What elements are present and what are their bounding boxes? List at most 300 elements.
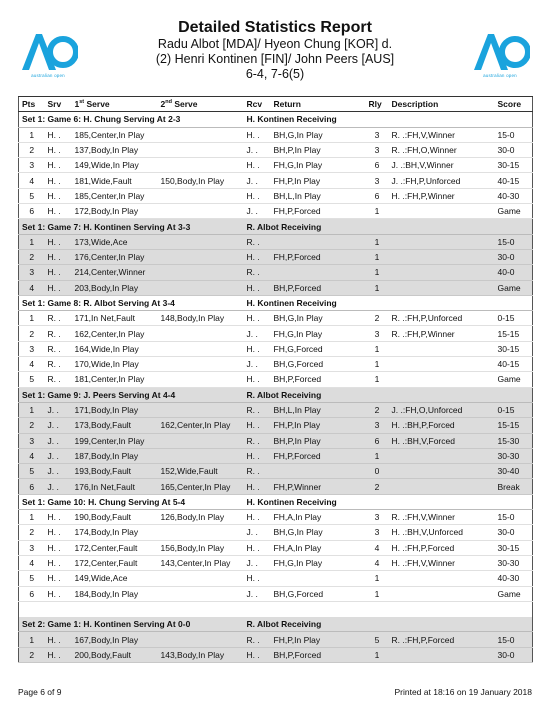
- receiver-label: R. Albot Receiving: [244, 387, 533, 402]
- cell-description: H. .:BH,P,Forced: [389, 418, 495, 433]
- cell-description: R. .:FH,V,Winner: [389, 510, 495, 525]
- table-row: [19, 234, 533, 249]
- cell-rally-length: 1: [366, 234, 389, 249]
- cell-description: [389, 204, 495, 219]
- cell-second-serve: [158, 265, 244, 280]
- cell-receiver: J. .: [244, 525, 271, 540]
- cell-point-number: 5: [19, 464, 45, 479]
- cell-first-serve: 190,Body,Fault: [72, 510, 158, 525]
- report-header: [0, 18, 550, 98]
- receiver-label: R. Albot Receiving: [244, 617, 533, 632]
- cell-receiver: R. .: [244, 433, 271, 448]
- cell-server: H. .: [45, 280, 72, 295]
- cell-first-serve: 176,In Net,Fault: [72, 479, 158, 494]
- cell-receiver: J. .: [244, 326, 271, 341]
- cell-description: R. .:FH,P,Unforced: [389, 311, 495, 326]
- cell-rally-length: 4: [366, 540, 389, 555]
- cell-score: 30-0: [495, 142, 533, 157]
- cell-point-number: 4: [19, 448, 45, 463]
- cell-rally-length: 1: [366, 341, 389, 356]
- table-row: [19, 188, 533, 203]
- cell-point-number: 1: [19, 234, 45, 249]
- cell-return: FH,G,In Play: [271, 326, 366, 341]
- cell-score: 30-15: [495, 341, 533, 356]
- cell-second-serve: [158, 571, 244, 586]
- cell-receiver: H. .: [244, 540, 271, 555]
- receiver-label: H. Kontinen Receiving: [244, 112, 533, 127]
- cell-receiver: J. .: [244, 204, 271, 219]
- game-header-row: [19, 494, 533, 509]
- cell-server: H. .: [45, 142, 72, 157]
- cell-description: R. .:FH,V,Winner: [389, 127, 495, 142]
- cell-first-serve: 187,Body,In Play: [72, 448, 158, 463]
- cell-server: H. .: [45, 158, 72, 173]
- cell-server: R. .: [45, 326, 72, 341]
- cell-receiver: J. .: [244, 173, 271, 188]
- cell-second-serve: [158, 158, 244, 173]
- server-label: Set 2: Game 1: H. Kontinen Serving At 0-0: [19, 617, 244, 632]
- table-row: [19, 402, 533, 417]
- cell-point-number: 3: [19, 433, 45, 448]
- cell-server: H. .: [45, 555, 72, 570]
- cell-rally-length: 1: [366, 586, 389, 601]
- table-row: [19, 372, 533, 387]
- cell-return: BH,G,In Play: [271, 311, 366, 326]
- cell-return: FH,G,Forced: [271, 341, 366, 356]
- receiver-label: H. Kontinen Receiving: [244, 295, 533, 310]
- cell-description: [389, 448, 495, 463]
- cell-description: J. .:FH,O,Unforced: [389, 402, 495, 417]
- table-row: [19, 510, 533, 525]
- cell-second-serve: 165,Center,In Play: [158, 479, 244, 494]
- cell-first-serve: 214,Center,Winner: [72, 265, 158, 280]
- cell-second-serve: [158, 433, 244, 448]
- cell-second-serve: [158, 448, 244, 463]
- cell-score: 30-0: [495, 249, 533, 264]
- cell-score: 0-15: [495, 402, 533, 417]
- cell-rally-length: 1: [366, 357, 389, 372]
- cell-point-number: 5: [19, 571, 45, 586]
- cell-rally-length: 1: [366, 204, 389, 219]
- cell-server: J. .: [45, 418, 72, 433]
- cell-first-serve: 172,Center,Fault: [72, 540, 158, 555]
- cell-point-number: 2: [19, 418, 45, 433]
- cell-rally-length: 3: [366, 127, 389, 142]
- cell-server: H. .: [45, 127, 72, 142]
- cell-server: J. .: [45, 464, 72, 479]
- cell-rally-length: 6: [366, 158, 389, 173]
- cell-point-number: 4: [19, 173, 45, 188]
- cell-point-number: 1: [19, 402, 45, 417]
- cell-score: Game: [495, 280, 533, 295]
- cell-receiver: H. .: [244, 571, 271, 586]
- col-pts: Pts: [19, 97, 45, 112]
- logo-caption: australian open: [483, 73, 517, 78]
- cell-return: FH,P,In Play: [271, 173, 366, 188]
- cell-server: H. .: [45, 571, 72, 586]
- cell-receiver: J. .: [244, 357, 271, 372]
- cell-description: [389, 265, 495, 280]
- table-row: [19, 158, 533, 173]
- cell-first-serve: 170,Wide,In Play: [72, 357, 158, 372]
- spacer-cell: [19, 601, 533, 616]
- cell-first-serve: 181,Wide,Fault: [72, 173, 158, 188]
- cell-first-serve: 174,Body,In Play: [72, 525, 158, 540]
- cell-point-number: 3: [19, 265, 45, 280]
- cell-server: J. .: [45, 433, 72, 448]
- cell-return: BH,P,Forced: [271, 280, 366, 295]
- cell-second-serve: [158, 142, 244, 157]
- table-row: [19, 418, 533, 433]
- cell-return: FH,G,In Play: [271, 555, 366, 570]
- cell-score: 30-0: [495, 647, 533, 662]
- cell-point-number: 3: [19, 341, 45, 356]
- cell-server: H. .: [45, 510, 72, 525]
- cell-server: H. .: [45, 204, 72, 219]
- cell-rally-length: 1: [366, 647, 389, 662]
- table-row: [19, 326, 533, 341]
- report-title: Detailed Statistics Report: [178, 19, 372, 36]
- cell-description: J. .:FH,P,Unforced: [389, 173, 495, 188]
- match-line-1: Radu Albot [MDA]/ Hyeon Chung [KOR] d.: [157, 37, 393, 51]
- cell-return: BH,P,Forced: [271, 647, 366, 662]
- col-return: Return: [271, 97, 366, 112]
- cell-return: FH,G,In Play: [271, 158, 366, 173]
- cell-score: Break: [495, 479, 533, 494]
- cell-second-serve: [158, 127, 244, 142]
- cell-description: [389, 357, 495, 372]
- cell-server: J. .: [45, 402, 72, 417]
- table-row: [19, 341, 533, 356]
- col-score: Score: [495, 97, 533, 112]
- cell-return: BH,G,In Play: [271, 127, 366, 142]
- game-header-row: [19, 387, 533, 402]
- cell-score: 40-15: [495, 357, 533, 372]
- cell-description: [389, 249, 495, 264]
- table-row: [19, 464, 533, 479]
- table-row: [19, 571, 533, 586]
- cell-first-serve: 185,Center,In Play: [72, 188, 158, 203]
- cell-first-serve: 171,In Net,Fault: [72, 311, 158, 326]
- table-body: [19, 112, 533, 663]
- cell-server: H. .: [45, 173, 72, 188]
- cell-first-serve: 173,Body,Fault: [72, 418, 158, 433]
- cell-first-serve: 171,Body,In Play: [72, 402, 158, 417]
- cell-score: Game: [495, 204, 533, 219]
- ao-logo-icon: [470, 30, 530, 72]
- cell-return: FH,P,Winner: [271, 479, 366, 494]
- cell-first-serve: 181,Center,In Play: [72, 372, 158, 387]
- cell-receiver: H. .: [244, 249, 271, 264]
- cell-second-serve: [158, 586, 244, 601]
- cell-score: 30-0: [495, 525, 533, 540]
- cell-description: J. .:BH,V,Winner: [389, 158, 495, 173]
- cell-rally-length: 3: [366, 510, 389, 525]
- cell-first-serve: 199,Center,In Play: [72, 433, 158, 448]
- table-row: [19, 249, 533, 264]
- cell-server: H. .: [45, 188, 72, 203]
- cell-second-serve: [158, 188, 244, 203]
- cell-receiver: R. .: [244, 265, 271, 280]
- server-label: Set 1: Game 8: R. Albot Serving At 3-4: [19, 295, 244, 310]
- table-row: [19, 433, 533, 448]
- cell-rally-length: 2: [366, 402, 389, 417]
- cell-second-serve: [158, 402, 244, 417]
- printed-timestamp: Printed at 18:16 on 19 January 2018: [394, 687, 532, 697]
- cell-score: Game: [495, 372, 533, 387]
- cell-return: BH,P,Forced: [271, 372, 366, 387]
- cell-rally-length: 2: [366, 479, 389, 494]
- cell-point-number: 5: [19, 188, 45, 203]
- cell-second-serve: 156,Body,In Play: [158, 540, 244, 555]
- cell-score: 30-40: [495, 464, 533, 479]
- cell-return: FH,P,Forced: [271, 448, 366, 463]
- table-row: [19, 647, 533, 662]
- cell-return: FH,A,In Play: [271, 510, 366, 525]
- cell-server: R. .: [45, 311, 72, 326]
- match-score: 6-4, 7-6(5): [245, 67, 305, 81]
- cell-first-serve: 185,Center,In Play: [72, 127, 158, 142]
- cell-rally-length: 3: [366, 525, 389, 540]
- cell-score: 15-15: [495, 326, 533, 341]
- cell-rally-length: 3: [366, 326, 389, 341]
- cell-second-serve: 150,Body,In Play: [158, 173, 244, 188]
- cell-server: H. .: [45, 265, 72, 280]
- cell-first-serve: 137,Body,In Play: [72, 142, 158, 157]
- cell-score: 15-0: [495, 632, 533, 647]
- cell-receiver: R. .: [244, 402, 271, 417]
- cell-point-number: 1: [19, 510, 45, 525]
- australian-open-logo-right: [470, 30, 530, 78]
- cell-description: [389, 479, 495, 494]
- cell-description: R. .:FH,P,Forced: [389, 632, 495, 647]
- cell-return: FH,P,In Play: [271, 632, 366, 647]
- table-row: [19, 142, 533, 157]
- cell-second-serve: [158, 204, 244, 219]
- cell-description: [389, 571, 495, 586]
- cell-first-serve: 149,Wide,Ace: [72, 571, 158, 586]
- cell-rally-length: 1: [366, 448, 389, 463]
- cell-first-serve: 203,Body,In Play: [72, 280, 158, 295]
- cell-second-serve: 143,Center,In Play: [158, 555, 244, 570]
- cell-server: H. .: [45, 632, 72, 647]
- cell-point-number: 2: [19, 525, 45, 540]
- cell-return: BH,L,In Play: [271, 402, 366, 417]
- cell-description: H. .:FH,P,Winner: [389, 188, 495, 203]
- cell-return: BH,G,Forced: [271, 357, 366, 372]
- cell-rally-length: 1: [366, 249, 389, 264]
- cell-return: [271, 265, 366, 280]
- table-row: [19, 540, 533, 555]
- cell-point-number: 6: [19, 586, 45, 601]
- cell-score: 30-30: [495, 448, 533, 463]
- cell-second-serve: [158, 341, 244, 356]
- cell-second-serve: 143,Body,In Play: [158, 647, 244, 662]
- col-rly: Rly: [366, 97, 389, 112]
- cell-return: [271, 464, 366, 479]
- cell-return: FH,P,Forced: [271, 204, 366, 219]
- cell-rally-length: 6: [366, 433, 389, 448]
- cell-point-number: 2: [19, 326, 45, 341]
- cell-server: H. .: [45, 540, 72, 555]
- cell-server: J. .: [45, 479, 72, 494]
- cell-description: [389, 234, 495, 249]
- cell-first-serve: 167,Body,In Play: [72, 632, 158, 647]
- cell-server: H. .: [45, 249, 72, 264]
- table-row: [19, 173, 533, 188]
- cell-receiver: H. .: [244, 280, 271, 295]
- cell-first-serve: 200,Body,Fault: [72, 647, 158, 662]
- cell-score: 15-0: [495, 127, 533, 142]
- col-first-serve: 1st Serve: [72, 97, 158, 112]
- cell-return: BH,P,In Play: [271, 433, 366, 448]
- cell-server: H. .: [45, 525, 72, 540]
- receiver-label: H. Kontinen Receiving: [244, 494, 533, 509]
- cell-rally-length: 4: [366, 555, 389, 570]
- cell-receiver: R. .: [244, 632, 271, 647]
- cell-server: R. .: [45, 372, 72, 387]
- col-rcv: Rcv: [244, 97, 271, 112]
- cell-description: [389, 341, 495, 356]
- ao-logo-icon: [18, 30, 78, 72]
- cell-second-serve: [158, 234, 244, 249]
- cell-score: 30-15: [495, 540, 533, 555]
- cell-point-number: 1: [19, 311, 45, 326]
- cell-description: [389, 372, 495, 387]
- cell-rally-length: 0: [366, 464, 389, 479]
- col-description: Description: [389, 97, 495, 112]
- table-row: [19, 280, 533, 295]
- cell-score: 30-30: [495, 555, 533, 570]
- table-row: [19, 555, 533, 570]
- cell-first-serve: 164,Wide,In Play: [72, 341, 158, 356]
- cell-server: R. .: [45, 357, 72, 372]
- cell-second-serve: [158, 326, 244, 341]
- cell-rally-length: 3: [366, 142, 389, 157]
- cell-first-serve: 162,Center,In Play: [72, 326, 158, 341]
- cell-rally-length: 2: [366, 311, 389, 326]
- cell-server: R. .: [45, 341, 72, 356]
- cell-second-serve: [158, 372, 244, 387]
- cell-rally-length: 1: [366, 372, 389, 387]
- cell-first-serve: 184,Body,In Play: [72, 586, 158, 601]
- server-label: Set 1: Game 6: H. Chung Serving At 2-3: [19, 112, 244, 127]
- cell-receiver: R. .: [244, 234, 271, 249]
- cell-server: H. .: [45, 234, 72, 249]
- table-row: [19, 448, 533, 463]
- cell-point-number: 2: [19, 142, 45, 157]
- cell-score: 40-0: [495, 265, 533, 280]
- cell-receiver: H. .: [244, 341, 271, 356]
- cell-point-number: 4: [19, 555, 45, 570]
- cell-description: [389, 586, 495, 601]
- cell-return: FH,A,In Play: [271, 540, 366, 555]
- cell-second-serve: 148,Body,In Play: [158, 311, 244, 326]
- table-row: [19, 479, 533, 494]
- table-row: [19, 586, 533, 601]
- server-label: Set 1: Game 10: H. Chung Serving At 5-4: [19, 494, 244, 509]
- cell-score: 15-30: [495, 433, 533, 448]
- table-row: [19, 127, 533, 142]
- table-row: [19, 525, 533, 540]
- cell-point-number: 2: [19, 249, 45, 264]
- receiver-label: R. Albot Receiving: [244, 219, 533, 234]
- cell-rally-length: 1: [366, 265, 389, 280]
- cell-return: FH,P,Forced: [271, 249, 366, 264]
- cell-score: 0-15: [495, 311, 533, 326]
- cell-return: BH,L,In Play: [271, 188, 366, 203]
- logo-caption: australian open: [31, 73, 65, 78]
- cell-receiver: J. .: [244, 142, 271, 157]
- cell-score: 15-0: [495, 234, 533, 249]
- cell-second-serve: [158, 632, 244, 647]
- cell-description: [389, 647, 495, 662]
- spacer-row: [19, 601, 533, 616]
- cell-second-serve: [158, 280, 244, 295]
- cell-point-number: 6: [19, 479, 45, 494]
- cell-server: H. .: [45, 586, 72, 601]
- game-header-row: [19, 295, 533, 310]
- cell-return: BH,P,In Play: [271, 142, 366, 157]
- cell-rally-length: 5: [366, 632, 389, 647]
- cell-score: 30-15: [495, 158, 533, 173]
- cell-point-number: 4: [19, 357, 45, 372]
- cell-point-number: 3: [19, 158, 45, 173]
- match-line-2: (2) Henri Kontinen [FIN]/ John Peers [AUS]: [155, 52, 395, 66]
- table-header-row: [19, 97, 533, 112]
- cell-return: BH,G,Forced: [271, 586, 366, 601]
- game-header-row: [19, 617, 533, 632]
- server-label: Set 1: Game 9: J. Peers Serving At 4-4: [19, 387, 244, 402]
- cell-receiver: H. .: [244, 372, 271, 387]
- cell-first-serve: 172,Body,In Play: [72, 204, 158, 219]
- cell-description: H. .:FH,V,Winner: [389, 555, 495, 570]
- cell-server: H. .: [45, 647, 72, 662]
- cell-score: 40-30: [495, 188, 533, 203]
- cell-receiver: H. .: [244, 418, 271, 433]
- cell-receiver: H. .: [244, 448, 271, 463]
- col-second-serve: 2nd Serve: [158, 97, 244, 112]
- cell-return: BH,G,In Play: [271, 525, 366, 540]
- cell-second-serve: 152,Wide,Fault: [158, 464, 244, 479]
- cell-point-number: 1: [19, 632, 45, 647]
- cell-return: FH,P,In Play: [271, 418, 366, 433]
- title-block: [90, 18, 460, 82]
- cell-return: [271, 234, 366, 249]
- cell-first-serve: 176,Center,In Play: [72, 249, 158, 264]
- table-row: [19, 204, 533, 219]
- table-row: [19, 311, 533, 326]
- cell-second-serve: [158, 249, 244, 264]
- game-header-row: [19, 112, 533, 127]
- cell-second-serve: 126,Body,In Play: [158, 510, 244, 525]
- cell-rally-length: 6: [366, 188, 389, 203]
- cell-score: 15-0: [495, 510, 533, 525]
- cell-point-number: 3: [19, 540, 45, 555]
- table-row: [19, 632, 533, 647]
- cell-first-serve: 172,Center,Fault: [72, 555, 158, 570]
- cell-first-serve: 193,Body,Fault: [72, 464, 158, 479]
- page-number: Page 6 of 9: [18, 687, 62, 697]
- cell-point-number: 4: [19, 280, 45, 295]
- cell-description: R. .:FH,P,Winner: [389, 326, 495, 341]
- cell-first-serve: 149,Wide,In Play: [72, 158, 158, 173]
- cell-receiver: H. .: [244, 479, 271, 494]
- cell-point-number: 2: [19, 647, 45, 662]
- cell-description: H. .:FH,P,Forced: [389, 540, 495, 555]
- cell-return: [271, 571, 366, 586]
- cell-score: 15-15: [495, 418, 533, 433]
